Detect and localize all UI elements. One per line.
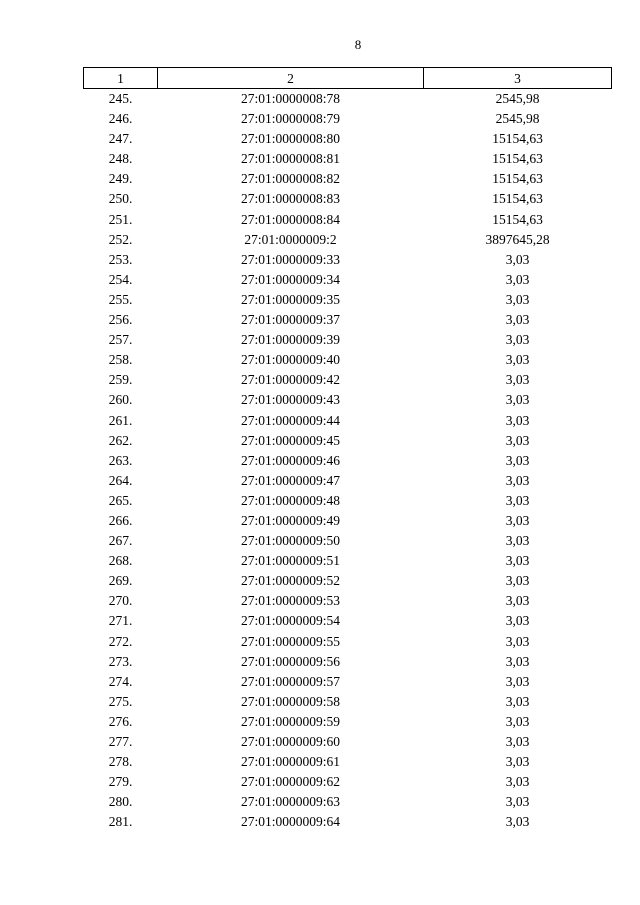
row-number-cell: 264. bbox=[108, 472, 133, 488]
table-body bbox=[84, 89, 612, 833]
value-cell: 3,03 bbox=[505, 312, 530, 328]
row-number-cell: 275. bbox=[108, 693, 133, 709]
cadastral-number-cell: 27:01:0000009:50 bbox=[240, 533, 340, 549]
table-row bbox=[84, 390, 612, 410]
cadastral-number-cell: 27:01:0000008:80 bbox=[240, 131, 340, 147]
cadastral-number-cell: 27:01:0000009:60 bbox=[240, 734, 340, 749]
row-number-cell: 266. bbox=[108, 512, 133, 528]
table-row bbox=[84, 672, 612, 692]
cadastral-number-cell: 27:01:0000009:64 bbox=[240, 814, 340, 830]
row-number-cell: 267. bbox=[108, 533, 133, 549]
table-row bbox=[84, 712, 612, 732]
value-cell: 3,03 bbox=[505, 613, 530, 629]
value-cell: 2545,98 bbox=[495, 111, 540, 127]
table-row bbox=[84, 812, 612, 832]
row-number-cell: 263. bbox=[108, 452, 133, 468]
table-header-row bbox=[84, 68, 612, 89]
value-cell: 3,03 bbox=[505, 794, 530, 810]
row-number-cell: 261. bbox=[108, 412, 133, 428]
row-number-cell: 274. bbox=[108, 673, 133, 689]
row-number-cell: 260. bbox=[108, 392, 133, 408]
cadastral-number-cell: 27:01:0000008:79 bbox=[240, 111, 340, 127]
table-row bbox=[84, 591, 612, 611]
value-cell: 3,03 bbox=[505, 472, 530, 488]
table-row bbox=[84, 210, 612, 230]
row-number-cell: 272. bbox=[108, 633, 133, 649]
column-header-2: 2 bbox=[158, 68, 424, 89]
table-row bbox=[84, 471, 612, 491]
cadastral-number-cell: 27:01:0000009:42 bbox=[240, 372, 340, 388]
table-row bbox=[84, 792, 612, 812]
cadastral-number-cell: 27:01:0000009:51 bbox=[240, 553, 340, 569]
row-number-cell: 245. bbox=[108, 91, 133, 106]
cadastral-number-cell: 27:01:0000009:61 bbox=[240, 754, 340, 770]
cadastral-number-cell: 27:01:0000009:48 bbox=[240, 492, 340, 508]
table-row bbox=[84, 511, 612, 531]
row-number-cell: 278. bbox=[108, 754, 133, 770]
table-row bbox=[84, 551, 612, 571]
table-row bbox=[84, 310, 612, 330]
table-row bbox=[84, 451, 612, 471]
row-number-cell: 255. bbox=[108, 291, 133, 307]
row-number-cell: 253. bbox=[108, 251, 133, 267]
table-row bbox=[84, 752, 612, 772]
table-row bbox=[84, 611, 612, 631]
value-cell: 15154,63 bbox=[492, 151, 543, 167]
row-number-cell: 271. bbox=[108, 613, 133, 629]
table-row bbox=[84, 692, 612, 712]
value-cell: 3,03 bbox=[505, 392, 530, 408]
cadastral-number-cell: 27:01:0000009:52 bbox=[240, 573, 340, 589]
row-number-cell: 250. bbox=[108, 191, 133, 207]
row-number-cell: 277. bbox=[108, 734, 133, 749]
value-cell: 3,03 bbox=[505, 533, 530, 549]
value-cell: 3,03 bbox=[505, 512, 530, 528]
row-number-cell: 262. bbox=[108, 432, 133, 448]
table-row bbox=[84, 270, 612, 290]
value-cell: 15154,63 bbox=[492, 191, 543, 207]
value-cell: 3,03 bbox=[505, 573, 530, 589]
table-row bbox=[84, 89, 612, 110]
cadastral-number-cell: 27:01:0000009:56 bbox=[240, 653, 340, 669]
cadastral-number-cell: 27:01:0000009:57 bbox=[240, 673, 340, 689]
table-row bbox=[84, 652, 612, 672]
value-cell: 3,03 bbox=[505, 492, 530, 508]
cadastral-number-cell: 27:01:0000009:35 bbox=[240, 291, 340, 307]
value-cell: 3,03 bbox=[505, 332, 530, 348]
value-cell: 3,03 bbox=[505, 271, 530, 287]
value-cell: 3,03 bbox=[505, 251, 530, 267]
table-row bbox=[84, 772, 612, 792]
table-row bbox=[84, 129, 612, 149]
table-row bbox=[84, 411, 612, 431]
table-row bbox=[84, 330, 612, 350]
page-number: 8 bbox=[354, 37, 362, 52]
table-row bbox=[84, 250, 612, 270]
table-row bbox=[84, 350, 612, 370]
table-row bbox=[84, 531, 612, 551]
value-cell: 3,03 bbox=[505, 432, 530, 448]
value-cell: 2545,98 bbox=[495, 91, 540, 106]
value-cell: 3,03 bbox=[505, 693, 530, 709]
value-cell: 3,03 bbox=[505, 713, 530, 729]
row-number-cell: 251. bbox=[108, 211, 133, 227]
value-cell: 3897645,28 bbox=[485, 231, 550, 247]
cadastral-number-cell: 27:01:0000009:62 bbox=[240, 774, 340, 790]
value-cell: 3,03 bbox=[505, 734, 530, 749]
cadastral-number-cell: 27:01:0000009:33 bbox=[240, 251, 340, 267]
value-cell: 3,03 bbox=[505, 291, 530, 307]
value-cell: 3,03 bbox=[505, 673, 530, 689]
cadastral-number-cell: 27:01:0000008:81 bbox=[240, 151, 340, 167]
cadastral-number-cell: 27:01:0000009:45 bbox=[240, 432, 340, 448]
cadastral-number-cell: 27:01:0000009:58 bbox=[240, 693, 340, 709]
table-row bbox=[84, 230, 612, 250]
cadastral-number-cell: 27:01:0000009:49 bbox=[240, 512, 340, 528]
value-cell: 3,03 bbox=[505, 814, 530, 830]
row-number-cell: 256. bbox=[108, 312, 133, 328]
cadastral-number-cell: 27:01:0000009:53 bbox=[240, 593, 340, 609]
table-row bbox=[84, 370, 612, 390]
value-cell: 3,03 bbox=[505, 593, 530, 609]
cadastral-number-cell: 27:01:0000009:46 bbox=[240, 452, 340, 468]
table-row bbox=[84, 290, 612, 310]
row-number-cell: 258. bbox=[108, 352, 133, 368]
table-row bbox=[84, 491, 612, 511]
row-number-cell: 279. bbox=[108, 774, 133, 790]
cadastral-number-cell: 27:01:0000009:34 bbox=[240, 271, 340, 287]
value-cell: 15154,63 bbox=[492, 211, 543, 227]
cadastral-table bbox=[83, 67, 612, 832]
row-number-cell: 246. bbox=[108, 111, 133, 127]
cadastral-number-cell: 27:01:0000009:59 bbox=[240, 713, 340, 729]
row-number-cell: 252. bbox=[108, 231, 133, 247]
table-row bbox=[84, 632, 612, 652]
table-row bbox=[84, 431, 612, 451]
cadastral-number-cell: 27:01:0000008:78 bbox=[240, 91, 340, 106]
row-number-cell: 276. bbox=[108, 713, 133, 729]
value-cell: 3,03 bbox=[505, 653, 530, 669]
row-number-cell: 268. bbox=[108, 553, 133, 569]
row-number-cell: 281. bbox=[108, 814, 133, 830]
row-number-cell: 248. bbox=[108, 151, 133, 167]
cadastral-number-cell: 27:01:0000009:63 bbox=[240, 794, 340, 810]
cadastral-number-cell: 27:01:0000009:54 bbox=[240, 613, 340, 629]
value-cell: 3,03 bbox=[505, 452, 530, 468]
table-row bbox=[84, 571, 612, 591]
table-row bbox=[84, 149, 612, 169]
row-number-cell: 254. bbox=[108, 271, 133, 287]
cadastral-number-cell: 27:01:0000009:37 bbox=[240, 312, 340, 328]
cadastral-number-cell: 27:01:0000008:83 bbox=[240, 191, 340, 207]
value-cell: 3,03 bbox=[505, 412, 530, 428]
value-cell: 3,03 bbox=[505, 774, 530, 790]
cadastral-number-cell: 27:01:0000009:43 bbox=[240, 392, 340, 408]
table-row bbox=[84, 189, 612, 209]
cadastral-number-cell: 27:01:0000009:2 bbox=[244, 231, 337, 247]
cadastral-number-cell: 27:01:0000009:40 bbox=[240, 352, 340, 368]
cadastral-number-cell: 27:01:0000008:82 bbox=[240, 171, 340, 187]
value-cell: 3,03 bbox=[505, 754, 530, 770]
column-header-3: 3 bbox=[424, 68, 612, 89]
table-row bbox=[84, 169, 612, 189]
table-row bbox=[84, 109, 612, 129]
cadastral-number-cell: 27:01:0000009:44 bbox=[240, 412, 340, 428]
row-number-cell: 265. bbox=[108, 492, 133, 508]
value-cell: 3,03 bbox=[505, 553, 530, 569]
value-cell: 3,03 bbox=[505, 633, 530, 649]
row-number-cell: 280. bbox=[108, 794, 133, 810]
row-number-cell: 249. bbox=[108, 171, 133, 187]
row-number-cell: 270. bbox=[108, 593, 133, 609]
value-cell: 3,03 bbox=[505, 372, 530, 388]
row-number-cell: 247. bbox=[108, 131, 133, 147]
cadastral-number-cell: 27:01:0000008:84 bbox=[240, 211, 340, 227]
value-cell: 15154,63 bbox=[492, 131, 543, 147]
cadastral-number-cell: 27:01:0000009:47 bbox=[240, 472, 340, 488]
row-number-cell: 273. bbox=[108, 653, 133, 669]
column-header-1: 1 bbox=[84, 68, 158, 89]
cadastral-number-cell: 27:01:0000009:55 bbox=[240, 633, 340, 649]
value-cell: 3,03 bbox=[505, 352, 530, 368]
value-cell: 15154,63 bbox=[492, 171, 543, 187]
row-number-cell: 269. bbox=[108, 573, 133, 589]
cadastral-number-cell: 27:01:0000009:39 bbox=[240, 332, 340, 348]
row-number-cell: 257. bbox=[108, 332, 133, 348]
row-number-cell: 259. bbox=[108, 372, 133, 388]
table-row bbox=[84, 732, 612, 752]
